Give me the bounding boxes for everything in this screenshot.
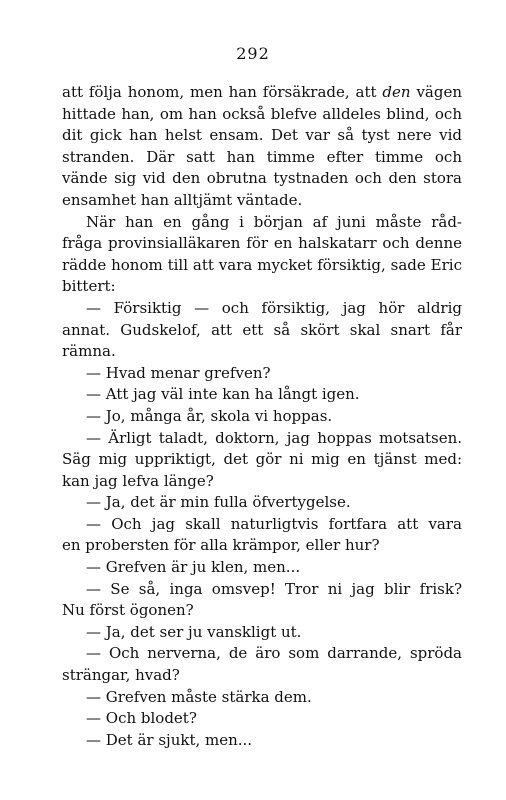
text-line-13: rämna. — [62, 342, 116, 361]
text-line-1: att följa honom, men han försäkrade, att den vägen — [62, 83, 463, 101]
text-line-24: — Se så, inga omsvep! Tror ni jag blir frisk? — [86, 579, 462, 598]
text-line-28: strängar, hvad? — [62, 666, 180, 685]
text-line-22: en probersten för alla krämpor, eller hur? — [62, 536, 380, 555]
text-line-29: — Grefven måste stärka dem. — [86, 687, 312, 706]
emphasized-word: den — [382, 83, 411, 101]
text-line-15: — Att jag väl inte kan ha långt igen. — [86, 385, 360, 404]
text-line-18: Säg mig uppriktigt, det gör ni mig en tjänst med: — [62, 450, 462, 469]
text-line-27: — Och nerverna, de äro som darrande, spröda — [86, 644, 462, 663]
body-text — [62, 82, 462, 751]
text-line-30: — Och blodet? — [86, 709, 197, 728]
text-line-21: — Och jag skall naturligtvis fortfara att vara — [86, 514, 462, 533]
text-line-23: — Grefven är ju klen, men... — [86, 558, 301, 577]
text-line-20: — Ja, det är min fulla öfvertygelse. — [86, 493, 351, 512]
text-line-5: vände sig vid den obrutna tystnaden och den stora — [62, 169, 462, 188]
text-line-3: dit gick han helst ensam. Det var så tyst nere vid — [62, 126, 462, 145]
text-line-14: — Hvad menar grefven? — [86, 363, 271, 382]
text-line-8: fråga provinsialläkaren för en halskatarr och denne — [62, 234, 462, 253]
text-line-19: kan jag lefva länge? — [62, 471, 214, 490]
text-line-9: rädde honom till att vara mycket försiktig, sade Eric — [62, 255, 462, 274]
text-line-17: — Ärligt taladt, doktorn, jag hoppas motsatsen. — [86, 428, 462, 447]
text-line-2: hittade han, om han också blefve alldeles blind, och — [62, 104, 462, 123]
text-line-16: — Jo, många år, skola vi hoppas. — [86, 406, 333, 425]
text-line-10: bittert: — [62, 277, 116, 296]
text-line-31: — Det är sjukt, men... — [86, 730, 253, 749]
text-line-4: stranden. Där satt han timme efter timme och — [62, 147, 462, 166]
page-number: 292 — [236, 44, 270, 63]
text-line-26: — Ja, det ser ju vanskligt ut. — [86, 622, 302, 641]
text-line-11: — Försiktig — och försiktig, jag hör aldrig — [86, 298, 462, 317]
text-line-12: annat. Gudskelof, att ett så skört skal snart får — [62, 320, 462, 339]
text-line-6: ensamhet han alltjämt väntade. — [62, 190, 303, 209]
text-line-25: Nu först ögonen? — [62, 601, 194, 620]
text-line-7: När han en gång i början af juni måste råd- — [86, 212, 462, 231]
